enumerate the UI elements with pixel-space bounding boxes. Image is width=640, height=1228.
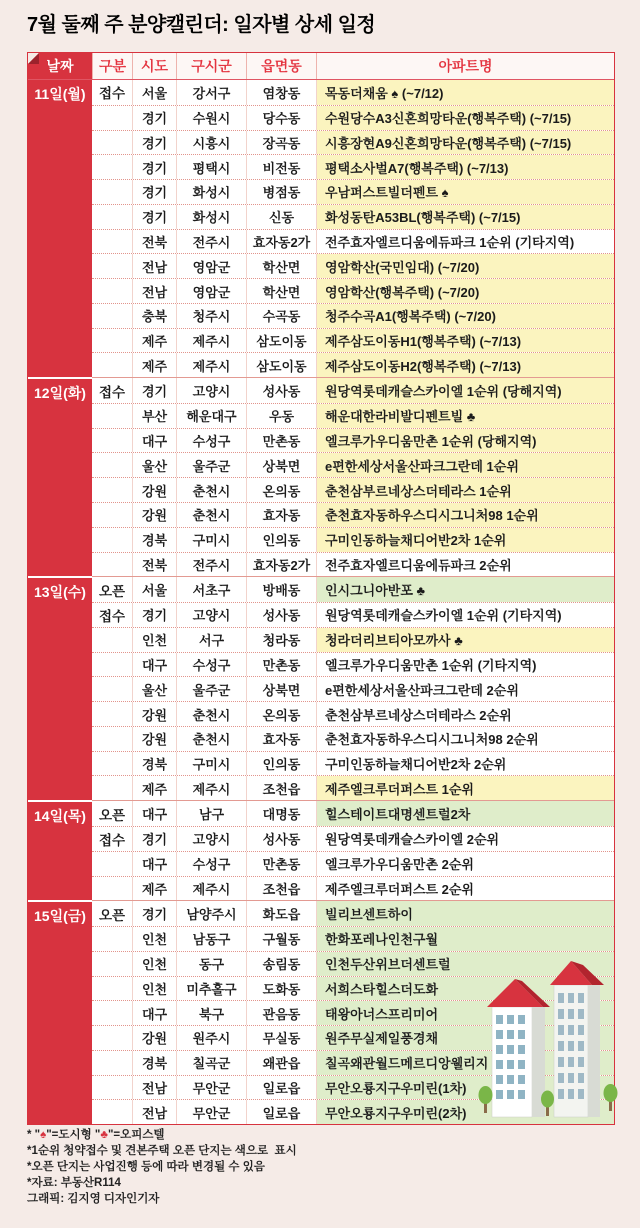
cell-district: 남양주시 (176, 901, 246, 926)
cell-district: 남구 (176, 801, 246, 826)
cell-apartment: 구미인동하늘채디어반2차 2순위 (316, 752, 614, 776)
table-row (92, 701, 614, 726)
cell-district: 무안군 (176, 1076, 246, 1100)
cell-category (92, 131, 132, 155)
cell-sido: 인천 (132, 952, 176, 976)
table-row (92, 851, 614, 876)
header-date (28, 53, 92, 79)
cell-district: 전주시 (176, 553, 246, 577)
cell-district: 원주시 (176, 1026, 246, 1050)
legend-text: * " (27, 1129, 41, 1141)
cell-town: 성사동 (246, 378, 316, 403)
header-category: 구분 (92, 53, 132, 79)
cell-district: 청주시 (176, 304, 246, 328)
cell-district: 영암군 (176, 254, 246, 278)
cell-sido: 전남 (132, 1076, 176, 1100)
footnote-line: *1순위 청약접수 및 견본주택 오픈 단지는 색으로 표시 (27, 1145, 297, 1157)
cell-district: 울주군 (176, 677, 246, 701)
cell-district: 해운대구 (176, 404, 246, 428)
cell-sido: 전북 (132, 553, 176, 577)
cell-sido: 경북 (132, 1051, 176, 1075)
cell-town: 효자동2가 (246, 230, 316, 254)
table-row (92, 328, 614, 353)
cell-category (92, 453, 132, 477)
cell-town: 병점동 (246, 180, 316, 204)
cell-category (92, 877, 132, 901)
cell-category: 오픈 (98, 807, 126, 823)
table-row (92, 502, 614, 527)
table-row (92, 751, 614, 776)
cell-town: 인의동 (246, 528, 316, 552)
cell-category (92, 304, 132, 328)
table-row (92, 527, 614, 552)
cell-category (92, 478, 132, 502)
cell-category (92, 1051, 132, 1075)
cell-apartment: 엘크루가우디움만촌 2순위 (316, 852, 614, 876)
cell-town: 효자동 (246, 727, 316, 751)
footnote-line: *자료: 부동산R114 (27, 1177, 121, 1189)
cell-apartment: 영암학산(행복주택) (~7/20) (316, 279, 614, 303)
table-row (92, 602, 614, 627)
table-row (92, 352, 614, 377)
cell-apartment: 서희스타힐스더도화 (316, 977, 614, 1001)
cell-town: 성사동 (246, 603, 316, 627)
cell-sido: 대구 (132, 429, 176, 453)
table-row (92, 278, 614, 303)
cell-category (92, 776, 132, 800)
group-rows (92, 378, 614, 576)
table-row (92, 303, 614, 328)
cell-sido: 대구 (132, 852, 176, 876)
cell-town: 장곡동 (246, 131, 316, 155)
cell-sido: 강원 (132, 727, 176, 751)
cell-town: 염창동 (246, 80, 316, 105)
cell-apartment: 원당역롯데캐슬스카이엘 1순위 (당해지역) (316, 378, 614, 403)
club-icon: ♣ (100, 1129, 108, 1141)
cell-apartment: 원주무실제일풍경채 (316, 1026, 614, 1050)
legend-text: "=도시형 " (46, 1129, 101, 1141)
cell-category (92, 1001, 132, 1025)
cell-sido: 제주 (132, 329, 176, 353)
cell-category (92, 677, 132, 701)
cell-apartment: 원당역롯데캐슬스카이엘 2순위 (316, 827, 614, 851)
cell-town: 효자동 (246, 503, 316, 527)
cell-category (92, 106, 132, 130)
header-date-label: 날짜 (46, 58, 74, 74)
cell-town: 인의동 (246, 752, 316, 776)
header-district: 구시군 (176, 53, 246, 79)
footnote-line: *오픈 단지는 사업진행 등에 따라 변경될 수 있음 (27, 1161, 265, 1173)
cell-apartment: 화성동탄A53BL(행복주택) (~7/15) (316, 205, 614, 229)
cell-apartment: 전주효자엘르디움에듀파크 1순위 (기타지역) (316, 230, 614, 254)
cell-apartment: 무안오룡지구우미린(2차) (316, 1100, 614, 1124)
cell-district: 평택시 (176, 155, 246, 179)
cell-sido: 제주 (132, 776, 176, 800)
date-cell: 14일(목) (28, 800, 92, 900)
table-row (92, 801, 614, 826)
cell-sido: 인천 (132, 628, 176, 652)
cell-town: 상북면 (246, 453, 316, 477)
cell-category (92, 702, 132, 726)
table-row (92, 179, 614, 204)
cell-category: 오픈 (98, 907, 126, 923)
cell-district: 고양시 (176, 378, 246, 403)
cell-town: 당수동 (246, 106, 316, 130)
cell-sido: 경북 (132, 752, 176, 776)
cell-district: 화성시 (176, 205, 246, 229)
cell-district: 수성구 (176, 852, 246, 876)
cell-town: 성사동 (246, 827, 316, 851)
building-left (487, 979, 550, 1117)
cell-town: 송림동 (246, 952, 316, 976)
cell-district: 제주시 (176, 353, 246, 377)
cell-apartment: 시흥장현A9신혼희망타운(행복주택) (~7/15) (316, 131, 614, 155)
footnote-credit: 그래픽: 김지영 디자인기자 (27, 1193, 160, 1205)
cell-town: 상북면 (246, 677, 316, 701)
table-row (92, 204, 614, 229)
cell-district: 남동구 (176, 927, 246, 951)
cell-apartment: 힐스테이트대명센트럴2차 (316, 801, 614, 826)
date-group (28, 576, 614, 800)
cell-sido: 경기 (132, 180, 176, 204)
cell-sido: 서울 (132, 577, 176, 602)
cell-district: 춘천시 (176, 702, 246, 726)
cell-sido: 인천 (132, 977, 176, 1001)
cell-sido: 전북 (132, 230, 176, 254)
cell-town: 효자동2가 (246, 553, 316, 577)
cell-category (92, 752, 132, 776)
cell-sido: 경기 (132, 827, 176, 851)
cell-sido: 강원 (132, 702, 176, 726)
cell-district: 시흥시 (176, 131, 246, 155)
cell-category (92, 977, 132, 1001)
date-cell: 15일(금) (28, 900, 92, 1124)
cell-category: 오픈 (98, 583, 126, 599)
cell-category (92, 254, 132, 278)
table-row (92, 154, 614, 179)
date-group (28, 80, 614, 377)
cell-sido: 울산 (132, 677, 176, 701)
cell-apartment: 제주엘크루더퍼스트 1순위 (316, 776, 614, 800)
date-group (28, 377, 614, 576)
cell-district: 고양시 (176, 827, 246, 851)
cell-apartment: 무안오룡지구우미린(1차) (316, 1076, 614, 1100)
table-row (92, 627, 614, 652)
cell-apartment: 제주엘크루더퍼스트 2순위 (316, 877, 614, 901)
cell-sido: 경기 (132, 106, 176, 130)
cell-sido: 전남 (132, 1100, 176, 1124)
cell-district: 수성구 (176, 653, 246, 677)
cell-apartment: 평택소사벌A7(행복주택) (~7/13) (316, 155, 614, 179)
cell-town: 온의동 (246, 478, 316, 502)
spade-icon: ♠ (40, 1129, 47, 1141)
cell-district: 화성시 (176, 180, 246, 204)
cell-sido: 전남 (132, 254, 176, 278)
cell-category (92, 727, 132, 751)
table-row (92, 652, 614, 677)
cell-district: 무안군 (176, 1100, 246, 1124)
footnote-legend (27, 1127, 587, 1143)
cell-sido: 대구 (132, 1001, 176, 1025)
group-rows (92, 577, 614, 800)
cell-sido: 대구 (132, 653, 176, 677)
cell-category (92, 628, 132, 652)
cell-sido: 강원 (132, 478, 176, 502)
cell-sido: 제주 (132, 353, 176, 377)
cell-district: 전주시 (176, 230, 246, 254)
cell-category (92, 1026, 132, 1050)
header-town: 읍면동 (246, 53, 316, 79)
cell-district: 제주시 (176, 877, 246, 901)
cell-apartment: 수원당수A3신혼희망타운(행복주택) (~7/15) (316, 106, 614, 130)
cell-sido: 제주 (132, 877, 176, 901)
cell-district: 제주시 (176, 776, 246, 800)
cell-apartment: 제주삼도이동H2(행복주택) (~7/13) (316, 353, 614, 377)
group-rows (92, 801, 614, 900)
cell-apartment: e편한세상서울산파크그란데 2순위 (316, 677, 614, 701)
cell-town: 비전동 (246, 155, 316, 179)
table-row (92, 130, 614, 155)
table-row (92, 253, 614, 278)
cell-sido: 인천 (132, 927, 176, 951)
cell-category (92, 279, 132, 303)
cell-town: 조천읍 (246, 877, 316, 901)
cell-category: 접수 (98, 608, 126, 624)
cell-district: 구미시 (176, 752, 246, 776)
cell-apartment: 우남퍼스트빌더펜트 ♠ (316, 180, 614, 204)
cell-sido: 경기 (132, 901, 176, 926)
cell-district: 서구 (176, 628, 246, 652)
table-row (92, 775, 614, 800)
cell-town: 관음동 (246, 1001, 316, 1025)
table-row (92, 876, 614, 901)
cell-sido: 전남 (132, 279, 176, 303)
cell-apartment: 엘크루가우디움만촌 1순위 (기타지역) (316, 653, 614, 677)
cell-apartment: 춘천효자동하우스디시그니처98 1순위 (316, 503, 614, 527)
table-row (92, 452, 614, 477)
cell-apartment: e편한세상서울산파크그란데 1순위 (316, 453, 614, 477)
cell-apartment: 태왕아너스프리미어 (316, 1001, 614, 1025)
legend-text: "=오피스텔 (107, 1129, 165, 1141)
cell-town: 일로읍 (246, 1076, 316, 1100)
table-row (92, 826, 614, 851)
cell-category (92, 927, 132, 951)
cell-district: 춘천시 (176, 478, 246, 502)
cell-town: 방배동 (246, 577, 316, 602)
cell-sido: 충북 (132, 304, 176, 328)
header-sido: 시도 (132, 53, 176, 79)
date-cell: 11일(월) (28, 80, 92, 377)
cell-town: 일로읍 (246, 1100, 316, 1124)
cell-town: 청라동 (246, 628, 316, 652)
cell-category (92, 404, 132, 428)
cell-town: 학산면 (246, 254, 316, 278)
header-apartment: 아파트명 (316, 53, 614, 79)
cell-district: 동구 (176, 952, 246, 976)
cell-district: 수원시 (176, 106, 246, 130)
cell-apartment: 구미인동하늘채디어반2차 1순위 (316, 528, 614, 552)
cell-apartment: 춘천효자동하우스디시그니처98 2순위 (316, 727, 614, 751)
table-row (92, 403, 614, 428)
date-cell: 12일(화) (28, 377, 92, 576)
cell-category: 접수 (98, 384, 126, 400)
cell-town: 대명동 (246, 801, 316, 826)
cell-category (92, 1076, 132, 1100)
cell-category (92, 353, 132, 377)
cell-category (92, 1100, 132, 1124)
cell-town: 만촌동 (246, 653, 316, 677)
table-row (92, 105, 614, 130)
cell-category (92, 852, 132, 876)
cell-sido: 부산 (132, 404, 176, 428)
cell-town: 온의동 (246, 702, 316, 726)
cell-apartment: 엘크루가우디움만촌 1순위 (당해지역) (316, 429, 614, 453)
cell-category (92, 230, 132, 254)
cell-town: 우동 (246, 404, 316, 428)
cell-apartment: 목동더채움 ♠ (~7/12) (316, 80, 614, 105)
cell-category (92, 329, 132, 353)
cell-district: 영암군 (176, 279, 246, 303)
cell-sido: 울산 (132, 453, 176, 477)
table-row (92, 726, 614, 751)
cell-apartment: 제주삼도이동H1(행복주택) (~7/13) (316, 329, 614, 353)
building-right (550, 961, 604, 1117)
cell-town: 왜관읍 (246, 1051, 316, 1075)
cell-sido: 서울 (132, 80, 176, 105)
cell-apartment: 한화포레나인천구월 (316, 927, 614, 951)
cell-apartment: 원당역롯데캐슬스카이엘 1순위 (기타지역) (316, 603, 614, 627)
cell-town: 학산면 (246, 279, 316, 303)
cell-town: 신동 (246, 205, 316, 229)
cell-apartment: 청주수곡A1(행복주택) (~7/20) (316, 304, 614, 328)
cell-district: 수성구 (176, 429, 246, 453)
cell-apartment: 빌리브센트하이 (316, 901, 614, 926)
cell-district: 구미시 (176, 528, 246, 552)
cell-sido: 경북 (132, 528, 176, 552)
cell-apartment: 영암학산(국민임대) (~7/20) (316, 254, 614, 278)
table-row (92, 80, 614, 105)
cell-district: 춘천시 (176, 727, 246, 751)
cell-category (92, 180, 132, 204)
cell-apartment: 전주효자엘르디움에듀파크 2순위 (316, 553, 614, 577)
cell-town: 무실동 (246, 1026, 316, 1050)
cell-apartment: 춘천삼부르네상스더테라스 1순위 (316, 478, 614, 502)
cell-apartment: 칠곡왜관월드메르디앙웰리지 (316, 1051, 614, 1075)
cell-sido: 대구 (132, 801, 176, 826)
cell-town: 만촌동 (246, 852, 316, 876)
table-row (92, 901, 614, 926)
cell-apartment: 해운대한라비발디펜트빌 ♣ (316, 404, 614, 428)
table-row (92, 428, 614, 453)
table-row (92, 229, 614, 254)
cell-town: 도화동 (246, 977, 316, 1001)
cell-town: 구월동 (246, 927, 316, 951)
cell-category (92, 952, 132, 976)
cell-sido: 강원 (132, 1026, 176, 1050)
cell-category (92, 155, 132, 179)
cell-apartment: 인천두산위브더센트럴 (316, 952, 614, 976)
cell-apartment: 청라더리브티아모까사 ♣ (316, 628, 614, 652)
cell-sido: 경기 (132, 131, 176, 155)
date-group (28, 800, 614, 900)
cell-category (92, 553, 132, 577)
cell-town: 삼도이동 (246, 329, 316, 353)
cell-district: 울주군 (176, 453, 246, 477)
cell-town: 화도읍 (246, 901, 316, 926)
cell-category (92, 205, 132, 229)
date-cell: 13일(수) (28, 576, 92, 800)
cell-apartment: 인시그니아반포 ♣ (316, 577, 614, 602)
cell-town: 수곡동 (246, 304, 316, 328)
cell-town: 삼도이동 (246, 353, 316, 377)
cell-district: 서초구 (176, 577, 246, 602)
table-row (92, 676, 614, 701)
cell-category: 접수 (98, 86, 126, 102)
cell-sido: 강원 (132, 503, 176, 527)
cell-category (92, 653, 132, 677)
cell-district: 춘천시 (176, 503, 246, 527)
cell-town: 만촌동 (246, 429, 316, 453)
cell-district: 미추홀구 (176, 977, 246, 1001)
cell-sido: 경기 (132, 155, 176, 179)
cell-sido: 경기 (132, 205, 176, 229)
cell-sido: 경기 (132, 378, 176, 403)
cell-apartment: 춘천삼부르네상스더테라스 2순위 (316, 702, 614, 726)
cell-district: 북구 (176, 1001, 246, 1025)
group-rows (92, 80, 614, 377)
cell-district: 제주시 (176, 329, 246, 353)
cell-category (92, 503, 132, 527)
cell-category: 접수 (98, 832, 126, 848)
cell-town: 조천읍 (246, 776, 316, 800)
cell-category (92, 429, 132, 453)
cell-sido: 경기 (132, 603, 176, 627)
cell-category (92, 528, 132, 552)
apartment-buildings-illustration (478, 933, 618, 1119)
cell-district: 고양시 (176, 603, 246, 627)
cell-district: 칠곡군 (176, 1051, 246, 1075)
table-row (92, 378, 614, 403)
footnotes (27, 1127, 587, 1207)
table-row (92, 577, 614, 602)
page-title: 7월 둘째 주 분양캘린더: 일자별 상세 일정 (27, 14, 376, 36)
table-header-row (28, 53, 614, 80)
cell-district: 강서구 (176, 80, 246, 105)
table-row (92, 552, 614, 577)
table-row (92, 477, 614, 502)
